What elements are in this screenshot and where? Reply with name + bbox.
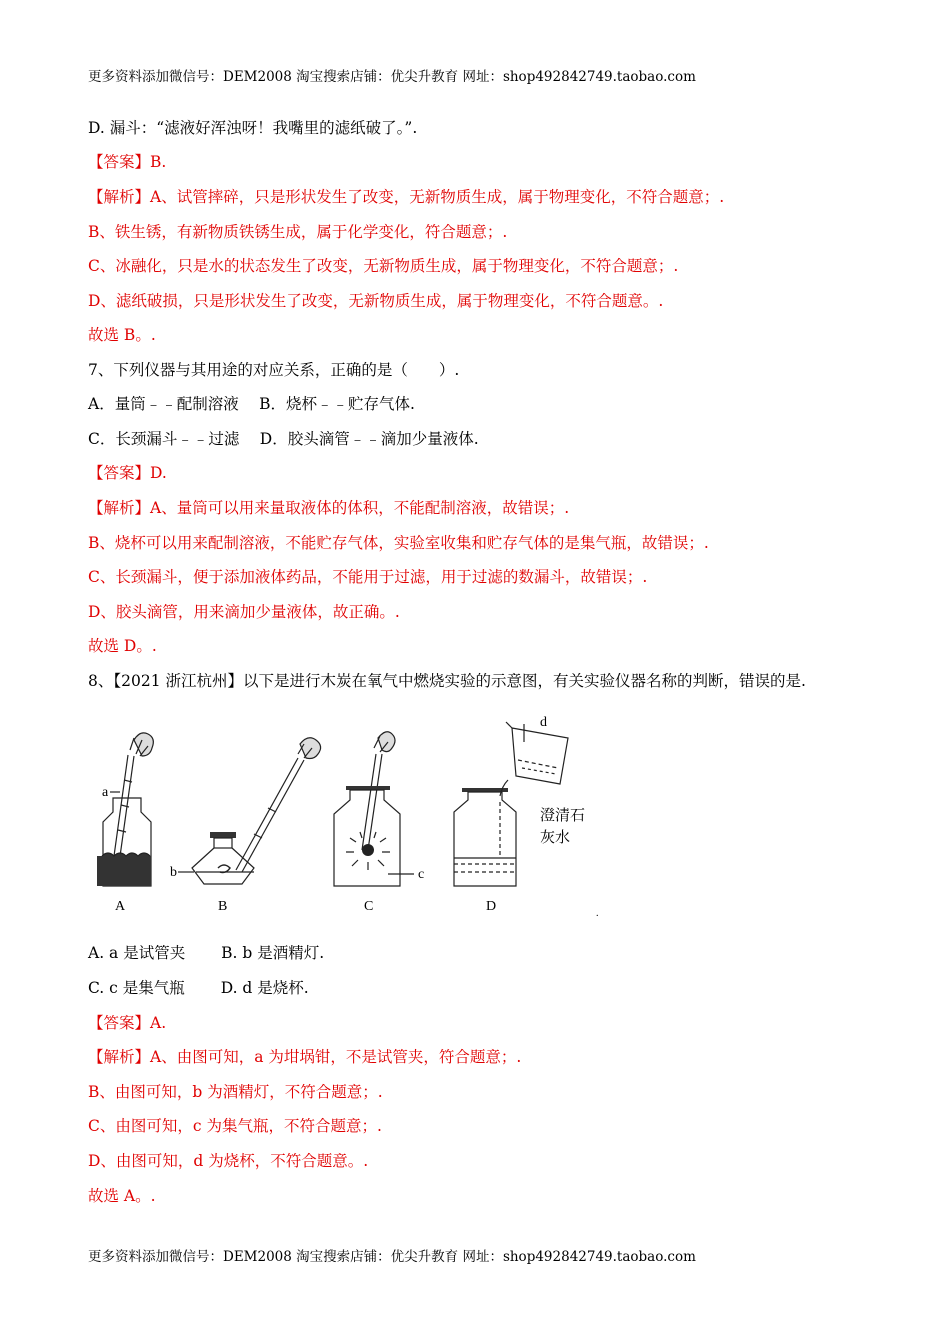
q6-analysis-d: D、滤纸破损，只是形状发生了改变，无新物质生成，属于物理变化，不符合题意。. [88,292,664,310]
q7-analysis-b: B、烧杯可以用来配制溶液，不能贮存气体，实验室收集和贮存气体的是集气瓶，故错误；. [88,534,709,552]
q7-options-row2: C．长颈漏斗﹣﹣过滤 D．胶头滴管﹣﹣滴加少量液体. [88,430,479,448]
panel-b-diagram [178,738,321,884]
panel-c-caption: C [364,899,374,914]
limewater-label-line2: 灰水 [540,828,571,846]
q8-options-row1: A. a 是试管夹 B. b 是酒精灯. [88,944,325,962]
panel-b-caption: B [218,899,228,914]
q8-stem: 8、【2021 浙江杭州】以下是进行木炭在氧气中燃烧实验的示意图，有关实验仪器名称的判断，错误的是. [88,672,806,690]
panel-c-diagram [334,732,414,886]
q6-analysis-c: C、冰融化，只是水的状态发生了改变，无新物质生成，属于物理变化，不符合题意；. [88,257,679,275]
q6-analysis-a: 【解析】A、试管摔碎，只是形状发生了改变，无新物质生成，属于物理变化，不符合题意；. [88,188,725,206]
label-a: a [102,785,109,800]
page-footer: 更多资料添加微信号：DEM2008 淘宝搜索店铺：优尖升教育 网址：shop492842749.taobao.com [88,1249,696,1265]
q8-answer: 【答案】A. [88,1014,167,1032]
label-d: d [540,715,547,730]
q6-conclusion: 故选 B。. [88,326,156,344]
q6-analysis-b: B、铁生锈，有新物质铁锈生成，属于化学变化，符合题意；. [88,223,508,241]
panel-d-caption: D [486,899,497,914]
q8-analysis-b: B、由图可知，b 为酒精灯，不符合题意；. [88,1083,383,1101]
panel-a-caption: A [115,899,126,914]
q8-analysis-d: D、由图可知，d 为烧杯，不符合题意。. [88,1152,369,1170]
panel-a-diagram [97,733,153,886]
experiment-figure [88,710,608,920]
q7-options-row1: A．量筒﹣﹣配制溶液 B．烧杯﹣﹣贮存气体. [88,395,415,413]
q8-options-row2: C. c 是集气瓶 D. d 是烧杯. [88,979,309,997]
q8-analysis-a: 【解析】A、由图可知，a 为坩埚钳，不是试管夹，符合题意；. [88,1048,522,1066]
q6-answer: 【答案】B. [88,153,167,171]
q8-analysis-c: C、由图可知，c 为集气瓶，不符合题意；. [88,1117,382,1135]
q8-conclusion: 故选 A。. [88,1187,156,1205]
q7-analysis-d: D、胶头滴管，用来滴加少量液体，故正确。. [88,603,400,621]
q7-stem: 7、下列仪器与其用途的对应关系，正确的是（ ）. [88,361,460,379]
label-c: c [418,867,425,882]
q7-answer: 【答案】D. [88,464,167,482]
q7-conclusion: 故选 D。. [88,637,157,655]
page-header: 更多资料添加微信号：DEM2008 淘宝搜索店铺：优尖升教育 网址：shop492842749.taobao.com [88,69,696,85]
limewater-label-line1: 澄清石 [540,806,586,824]
q6-option-d: D. 漏斗：“滤液好浑浊呀！我嘴里的滤纸破了。”. [88,119,418,137]
panel-d-diagram [454,722,571,886]
q7-analysis-a: 【解析】A、量筒可以用来量取液体的体积，不能配制溶液，故错误；. [88,499,570,517]
label-b: b [170,865,177,880]
figure-trailing-dot: . [596,908,599,919]
q7-analysis-c: C、长颈漏斗，便于添加液体药品，不能用于过滤，用于过滤的数漏斗，故错误；. [88,568,648,586]
